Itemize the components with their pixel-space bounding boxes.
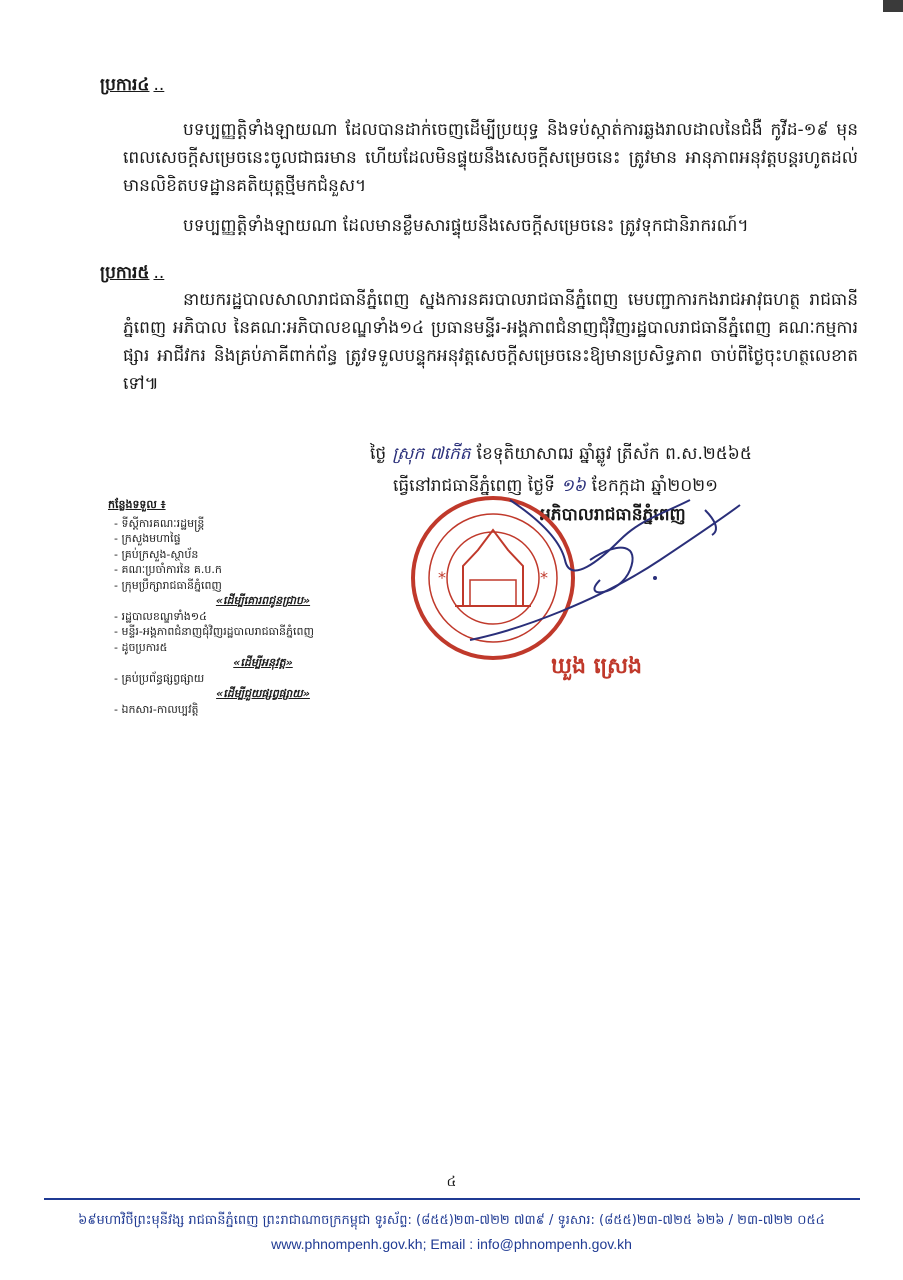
recipient-purpose-note: «ដើម្បីអនុវត្ត»: [233, 656, 293, 669]
recipient-item: - ឯកសារ-កាលប្បវត្តិ: [108, 702, 358, 718]
recipient-item: - ទីស្តីការគណៈរដ្ឋមន្ត្រី: [108, 516, 358, 532]
footer-divider: [44, 1198, 860, 1200]
lunar-date-line: ថ្ងៃ ស្រុក ៧កើត ខែទុតិយាសាឍ ឆ្នាំឆ្លូវ ត្រីស័ក ព.ស.២៥៦៥: [370, 444, 752, 464]
lunar-date-handwritten: ស្រុក ៧កើត: [392, 444, 471, 464]
recipient-item: - គ្រប់ក្រសួង-ស្ថាប័ន: [108, 547, 358, 563]
recipient-item: - មន្ទីរ-អង្គភាពជំនាញជុំវិញរដ្ឋបាលរាជធានីភ្នំពេញ: [108, 624, 358, 640]
recipient-item: - គ្រប់ប្រព័ន្ធផ្សព្វផ្សាយ: [108, 671, 358, 687]
footer-address: ៦៩មហាវិថីព្រះមុនីវង្ស រាជធានីភ្នំពេញ ព្រះរាជាណាចក្រកម្ពុជា ទូរស័ព្ទ: (៨៥៥)២៣-៧២២ ៧៣៩ / ទូរសារ: (៨៥៥)២៣-៧២៥ ៦២៦ / ២៣-៧២២ ០៥៤: [78, 1213, 825, 1228]
recipient-item: - គណៈប្រចាំការនៃ គ.ប.ក: [108, 562, 358, 578]
article-4-paragraph-1: បទប្បញ្ញត្តិទាំងឡាយណា ដែលបានដាក់ចេញដើម្បីប្រយុទ្ធ និងទប់ស្កាត់ការឆ្លងរាលដាលនៃជំងឺ កូវីដ-១៩ មុនពេលសេចក្តីសម្រេចនេះចូលជាធរមាន ហើយដែលមិនផ្ទុយនឹងសេចក្តីសម្រេចនេះ ត្រូវមាន អានុភាពអនុវត្តបន្តរហូតដល់មានលិខិតបទដ្ឋានគតិយុត្តថ្មីមកជំនួស។: [123, 120, 858, 196]
page-number: ៤: [446, 1174, 457, 1190]
solar-date-handwritten: ១៦: [560, 476, 586, 496]
recipient-purpose-note: «ដើម្បីជួយផ្សព្វផ្សាយ»: [216, 687, 310, 700]
signature-strokes: [470, 500, 740, 640]
article-4-heading: ប្រការ៤ ..: [100, 75, 165, 95]
solar-date-line: ធ្វើនៅរាជធានីភ្នំពេញ ថ្ងៃទី ១៦ ខែកក្កដា ឆ្នាំ២០២១: [393, 476, 718, 496]
recipient-item: - ដូចប្រការ៥: [108, 640, 358, 656]
footer-web-email: www.phnompenh.gov.kh; Email : info@phnompenh.gov.kh: [271, 1236, 632, 1252]
recipient-item: - ក្រសួងមហាផ្ទៃ: [108, 531, 358, 547]
svg-text:*: *: [438, 568, 446, 587]
recipient-item: - ក្រុមប្រឹក្សារាជធានីភ្នំពេញ: [108, 578, 358, 594]
signer-name: ឃួង ស្រេង: [551, 654, 643, 679]
recipient-item: - រដ្ឋបាលខណ្ឌទាំង១៤: [108, 609, 358, 625]
recipient-purpose-note: «ដើម្បីគោរពជូនជ្រាប»: [215, 594, 311, 607]
recipients-title: កន្លែងទទួល ៖: [108, 498, 166, 511]
article-5-heading: ប្រការ៥ ..: [100, 263, 165, 283]
article-4-paragraph-2: បទប្បញ្ញត្តិទាំងឡាយណា ដែលមានខ្លឹមសារផ្ទុយនឹងសេចក្តីសម្រេចនេះ ត្រូវទុកជានិរាករណ៍។: [183, 216, 749, 236]
article-5-paragraph: នាយករដ្ឋបាលសាលារាជធានីភ្នំពេញ ស្នងការនគរបាលរាជធានីភ្នំពេញ មេបញ្ជាការកងរាជអាវុធហត្ថ រាជធានីភ្នំពេញ អភិបាល នៃគណៈអភិបាលខណ្ឌទាំង១៤ ប្រធានមន្ទីរ-អង្គភាពជំនាញជុំវិញរដ្ឋបាលរាជធានីភ្នំពេញ គណៈកម្មការផ្សារ អាជីវករ និងគ្រប់ភាគីពាក់ព័ន្ធ ត្រូវទទួលបន្ទុកអនុវត្តសេចក្តីសម្រេចនេះឱ្យមានប្រសិទ្ធភាព ចាប់ពីថ្ងៃចុះហត្ថលេខាតទៅ៕: [123, 290, 858, 394]
svg-text:*: *: [540, 568, 548, 587]
signing-office-title: អភិបាលរាជធានីភ្នំពេញ: [540, 505, 686, 525]
